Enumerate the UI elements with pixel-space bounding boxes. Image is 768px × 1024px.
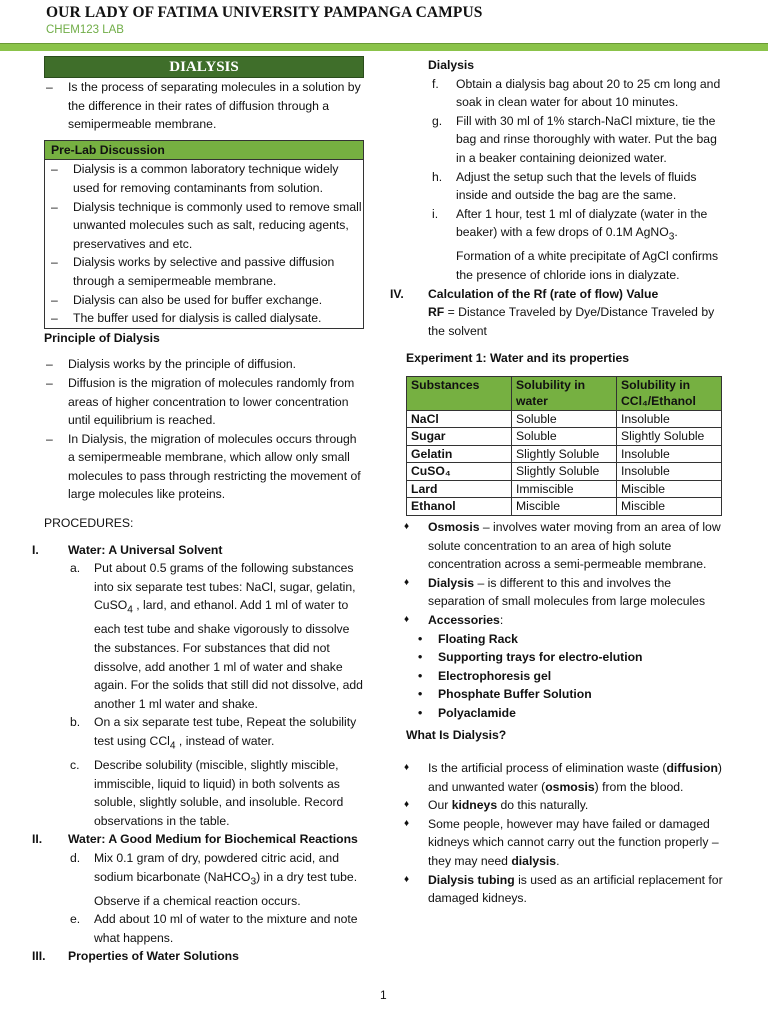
table-cell: Insoluble [617,463,722,481]
step-f [390,75,724,112]
step-text: On a six separate test tube, Repeat the solubility test using CCl [94,715,357,749]
step-a [44,559,364,713]
table-row [407,445,722,463]
accessories-item [390,611,724,723]
step-letter: c. [70,758,80,773]
term: kidneys [451,798,498,813]
step-text: Describe solubility (miscible, slightly miscible, immiscible, liquid to liquid) in both solvents as soluble, slightly soluble, and insoluble. Record observations in the table. [94,758,344,828]
table-row [407,498,722,516]
step-letter: a. [70,561,81,576]
step-text: Add about 10 ml of water to the mixture and note what happens. [94,912,358,945]
step-c [44,756,364,830]
prelab-item: – Dialysis is a common laboratory technique widely used for removing contaminants from solution. [45,160,363,197]
step-text: Fill with 30 ml of 1% starch-NaCl mixture, tie the bag and rinse thoroughly with water. Put the bag in a beaker containing deionized water. [456,113,717,165]
course-code: CHEM123 LAB [46,24,124,36]
section-number: III. [32,949,46,964]
table-cell: Immiscible [512,480,617,498]
section-3-heading [32,947,364,966]
rf-formula [390,303,724,340]
prelab-item: – The buffer used for dialysis is called dialysate. [45,309,363,328]
term: Osmosis [428,519,480,534]
step-letter: i. [432,206,439,221]
section-title: Water: A Good Medium for Biochemical Reactions [68,832,358,847]
table-cell: Insoluble [617,445,722,463]
step-text: Obtain a dialysis bag about 20 to 25 cm long and soak in clean water for about 10 minutes. [456,76,721,110]
subscript: 3 [668,231,675,243]
step-letter: e. [70,912,81,927]
osmosis-item [390,518,724,574]
subscript: 4 [169,740,176,752]
list-item: • Supporting trays for electro-elution [390,648,724,667]
principle-item: – In Dialysis, the migration of molecules occurs through a semipermeable membrane, which allow only small molecules to pass through restricting the movement of large molecules like proteins. [44,430,364,504]
table-cell: Miscible [512,498,617,516]
table-row [407,428,722,446]
text: ) from the blood. [594,779,684,794]
table-cell: Soluble [512,410,617,428]
dialysis-steps [390,75,724,285]
definition: – is different to this and involves the separation of small molecules from large molecules [428,575,706,609]
term: osmosis [545,779,595,794]
accessories-label: Accessories [428,612,500,627]
text: ) and unwanted water ( [428,761,722,794]
definition: – involves water moving from an area of low solute concentration to an area of high solute concentration across a semi-permeable membrane. [428,519,721,572]
table-cell: Slightly Soluble [512,445,617,463]
prelab-item: – Dialysis works by selective and passive diffusion through a semipermeable membrane. [45,253,363,290]
text: Our [428,798,452,813]
step-i [390,205,724,285]
column-header: Solubility in CCl₄/Ethanol [617,376,722,410]
list-item: • Phosphate Buffer Solution [390,685,724,704]
text: do this naturally. [497,798,589,813]
what-is-heading: What Is Dialysis? [406,728,507,743]
list-item [390,871,724,908]
step-g [390,112,724,168]
section-number: II. [32,832,43,847]
document-title: DIALYSIS [44,56,364,78]
term: Dialysis [428,575,475,590]
step-text: . Formation of a white precipitate of AgCl confirms the presence of chloride ions in dialyzate. [456,225,719,282]
step-letter: h. [432,169,443,184]
experiment-title: Experiment 1: Water and its properties [406,351,630,366]
table-row [407,463,722,481]
list-item [390,759,724,796]
step-letter: f. [432,76,439,91]
table-row [407,480,722,498]
section-title: Properties of Water Solutions [68,949,239,964]
section-title: Water: A Universal Solvent [68,542,223,557]
table-cell: Lard [407,480,512,498]
step-letter: d. [70,851,81,866]
header-divider [0,43,768,51]
prelab-item: – Dialysis technique is commonly used to remove small unwanted molecules such as salt, reducing agents, preservatives and etc. [45,198,363,254]
table-cell: Miscible [617,498,722,516]
table-cell: Slightly Soluble [512,463,617,481]
step-letter: b. [70,715,81,730]
page-number: 1 [380,988,387,1002]
table-cell: Miscible [617,480,722,498]
section-title: Calculation of the Rf (rate of flow) Value [428,286,659,301]
definition-text: – Is the process of separating molecules in a solution by the difference in their rates of diffusion through a semipermeable membrane. [44,78,364,134]
step-text: After 1 hour, test 1 ml of dialyzate (water in the beaker) with a few drops of 0.1M AgNO [456,206,708,240]
section-number: IV. [390,286,404,301]
section-2-steps [44,849,364,947]
step-b [44,713,364,756]
text: Some people, however may have failed or damaged kidneys which cannot carry out the function properly – they may need [428,816,719,869]
list-item [390,815,724,871]
concept-list [390,518,724,723]
step-text: , lard, and ethanol. Add 1 ml of water to each test tube and shake vigorously to dissolve the substances. For substances that did not dissolve, add another 1 ml of water and shake again. For the solids that still did not dissolve, add another 1 ml water and shake. [94,598,363,711]
text: is used as an artificial replacement for damaged kidneys. [428,872,723,906]
table-cell: CuSO₄ [407,463,512,481]
prelab-item: – Dialysis can also be used for buffer exchange. [45,291,363,310]
university-title: OUR LADY OF FATIMA UNIVERSITY PAMPANGA CAMPUS [46,4,483,21]
table-cell: Gelatin [407,445,512,463]
table-cell: NaCl [407,410,512,428]
step-text: Mix 0.1 gram of dry, powdered citric acid, and sodium bicarbonate (NaHCO [94,851,339,884]
prelab-list [45,160,363,327]
table-cell: Ethanol [407,498,512,516]
list-item: • Floating Rack [390,630,724,649]
step-text: Adjust the setup such that the levels of fluids inside and outside the bag are the same. [456,169,697,203]
right-column [390,56,724,908]
term: dialysis [511,854,557,869]
list-item: • Polyaclamide [390,704,724,723]
dialysis-item [390,574,724,611]
column-header: Solubility in water [512,376,617,410]
table-header-row [407,376,722,410]
principle-heading: Principle of Dialysis [44,330,160,345]
section-4-heading [390,285,724,304]
principle-list [44,355,364,504]
step-e [44,910,364,947]
table-cell: Sugar [407,428,512,446]
term: diffusion [666,761,718,776]
table-cell: Insoluble [617,410,722,428]
what-is-list [390,759,724,908]
list-item [390,796,724,815]
prelab-box [44,140,364,329]
principle-item: – Dialysis works by the principle of diffusion. [44,355,364,374]
step-letter: g. [432,113,443,128]
column-header: Substances [407,376,512,410]
section-1-steps [44,559,364,830]
term: Dialysis tubing [428,872,515,887]
rf-text: = Distance Traveled by Dye/Distance Traveled by the solvent [428,305,715,338]
step-d [44,849,364,910]
colon: : [499,612,504,627]
accessories-list [390,630,724,723]
table-row [407,410,722,428]
table-cell: Slightly Soluble [617,428,722,446]
principle-item: – Diffusion is the migration of molecules randomly from areas of higher concentration to lower concentration until equilibrium is reached. [44,374,364,430]
definition-list [44,78,364,134]
section-2-heading [32,830,364,849]
solubility-table [406,376,722,516]
dialysis-subheading: Dialysis [428,58,475,72]
prelab-heading: Pre-Lab Discussion [45,141,363,161]
step-text: , instead of water. [175,734,275,749]
text: . [556,854,560,869]
table-cell: Soluble [512,428,617,446]
section-number: I. [32,542,39,557]
subscript: 4 [127,604,133,616]
step-h [390,168,724,205]
step-text: Put about 0.5 grams of the following substances into six separate test tubes: NaCl, sugar, gelatin, CuSO [94,561,356,613]
rf-label: RF [428,305,445,320]
step-text: ) in a dry test tube. Observe if a chemical reaction occurs. [94,869,358,908]
list-item: • Electrophoresis gel [390,667,724,686]
text: Is the artificial process of elimination waste ( [428,761,667,776]
left-column [32,56,364,966]
subscript: 3 [250,876,257,888]
procedures-label: PROCEDURES: [44,516,134,531]
section-1-heading [32,541,364,560]
